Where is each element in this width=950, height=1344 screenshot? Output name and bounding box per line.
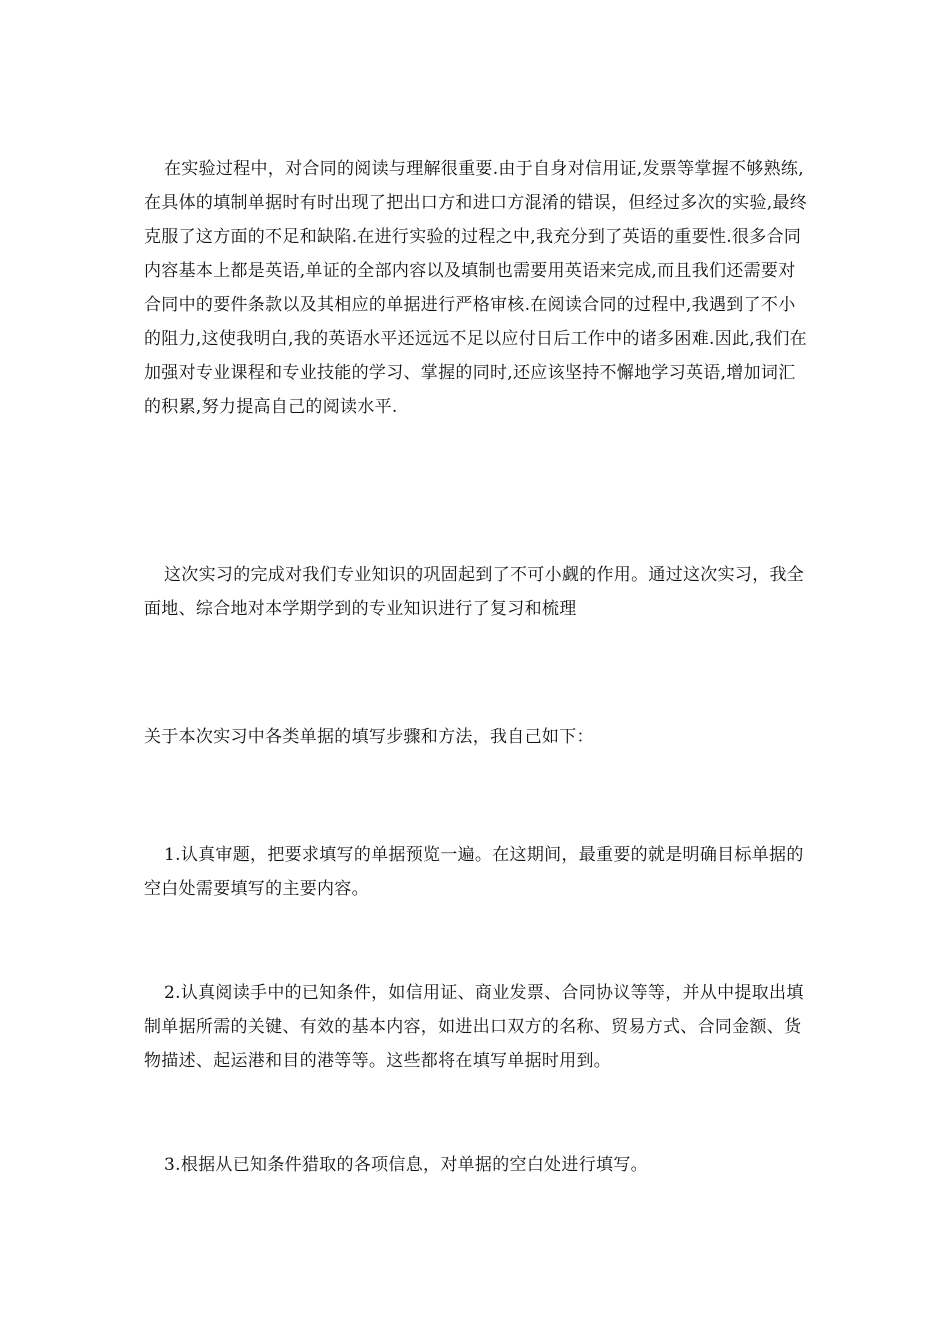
paragraph-internship-summary: 这次实习的完成对我们专业知识的巩固起到了不可小觑的作用。通过这次实习，我全面地、综合地对本学期学到的专业知识进行了复习和梳理 — [144, 565, 805, 619]
paragraph-experiment-reflection: 在实验过程中，对合同的阅读与理解很重要.由于自身对信用证,发票等掌握不够熟练,在具体的填制单据时有时出现了把出口方和进口方混淆的错误，但经过多次的实验,最终克服了这方面的不足和缺陷.在进行实验的过程之中,我充分到了英语的重要性.很多合同内容基本上都是英语,单证的全部内容以及填制也需要用英语来完成,而且我们还需要对合同中的要件条款以及其相应的单据进行严格审核.在阅读合同的过程中,我遇到了不小的阻力,这使我明白,我的英语水平还远远不足以应付日后工作中的诸多困难.因此,我们在加强对专业课程和专业技能的学习、掌握的同时,还应该坚持不懈地学习英语,增加词汇的积累,努力提高自己的阅读水平. — [144, 159, 808, 417]
list-item-step-2: 2.认真阅读手中的已知条件，如信用证、商业发票、合同协议等等，并从中提取出填制单据所需的关键、有效的基本内容，如进出口双方的名称、贸易方式、合同金额、货物描述、起运港和目的港等等。这些都将在填写单据时用到。 — [144, 983, 804, 1071]
list-item-step-3: 3.根据从已知条件猎取的各项信息，对单据的空白处进行填写。 — [164, 1155, 648, 1175]
list-item-step-1: 1.认真审题，把要求填写的单据预览一遍。在这期间，最重要的就是明确目标单据的空白处需要填写的主要内容。 — [144, 845, 804, 899]
paragraph-steps-intro: 关于本次实习中各类单据的填写步骤和方法，我自己如下： — [144, 727, 594, 747]
